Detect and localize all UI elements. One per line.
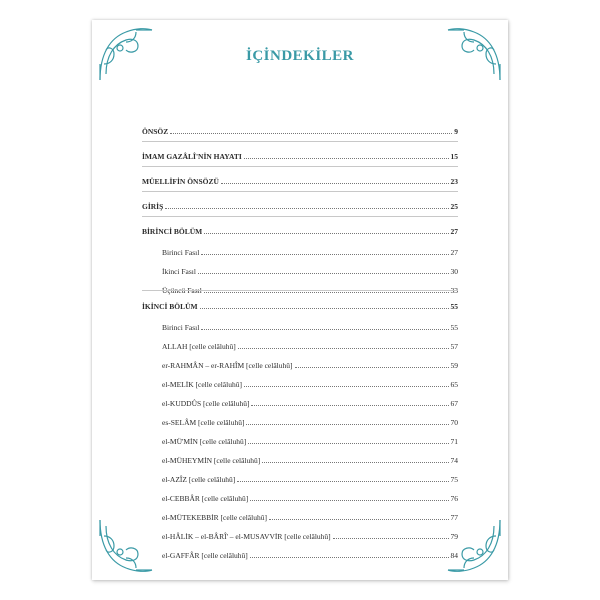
toc-entry-page-number: 27 (450, 248, 458, 257)
toc-entry-label: el-CEBBÂR [celle celâluhû] (162, 494, 249, 503)
dot-leader (246, 423, 448, 425)
toc-entry-page-number: 25 (450, 202, 458, 211)
toc-entry-page-number: 70 (450, 418, 458, 427)
dot-leader (248, 442, 448, 444)
dot-leader (204, 232, 448, 234)
toc-entry-label: Birinci Fasıl (162, 323, 200, 332)
toc-entry-label: İKİNCİ BÖLÜM (142, 302, 198, 311)
toc-entry[interactable] (142, 546, 458, 560)
dot-leader (295, 366, 449, 368)
toc-entry-page-number: 77 (450, 513, 458, 522)
toc-entry-label: el-MÜHEYMİN [celle celâluhû] (162, 456, 261, 465)
toc-entry[interactable] (142, 432, 458, 446)
toc-entry-label: el-MÜ'MİN [celle celâluhû] (162, 437, 247, 446)
section-divider (142, 290, 458, 291)
toc-entry-page-number: 59 (450, 361, 458, 370)
toc-entry-label: er-RAHMÂN – er-RAHÎM [celle celâluhû] (162, 361, 293, 370)
toc-entry-page-number: 23 (450, 177, 458, 186)
dot-leader (200, 307, 449, 309)
dot-leader (170, 132, 452, 134)
dot-leader (262, 461, 448, 463)
toc-entry-page-number: 76 (450, 494, 458, 503)
toc-entry[interactable] (142, 451, 458, 465)
dot-leader (333, 537, 449, 539)
toc-entry[interactable] (142, 356, 458, 370)
toc-entry-label: İkinci Fasıl (162, 267, 196, 276)
toc-entry[interactable] (142, 470, 458, 484)
toc-entry[interactable] (142, 222, 458, 236)
toc-entry[interactable] (142, 375, 458, 389)
dot-leader (204, 291, 449, 293)
toc-entry[interactable] (142, 318, 458, 332)
dot-leader (244, 157, 449, 159)
toc-entry-page-number: 9 (454, 127, 458, 136)
dot-leader (251, 404, 448, 406)
dot-leader (237, 480, 448, 482)
dot-leader (244, 385, 449, 387)
toc-entry-page-number: 74 (450, 456, 458, 465)
toc-entry[interactable] (142, 147, 458, 161)
toc-entry[interactable] (142, 489, 458, 503)
toc-entry[interactable] (142, 297, 458, 311)
toc-entry-page-number: 84 (450, 551, 458, 560)
toc-entry[interactable] (142, 413, 458, 427)
toc-entry-label: el-AZÎZ [celle celâluhû] (162, 475, 236, 484)
toc-entry[interactable] (142, 508, 458, 522)
toc-entry-page-number: 67 (450, 399, 458, 408)
dot-leader (221, 182, 449, 184)
toc-entry-page-number: 71 (450, 437, 458, 446)
toc-entry-label: el-HÂLİK – el-BÂRÎ' – el-MUSAVVİR [celle celâluhû] (162, 532, 331, 541)
toc-entry-label: ALLAH [celle celâluhû] (162, 342, 236, 351)
book-page (92, 20, 508, 580)
toc-entry-label: Üçüncü Fasıl (162, 286, 202, 295)
toc-entry-page-number: 79 (450, 532, 458, 541)
section-divider (142, 191, 458, 192)
toc-entry-label: el-KUDDÛS [celle celâluhû] (162, 399, 250, 408)
toc-entry-label: MÜELLİFİN ÖNSÖZÜ (142, 177, 219, 186)
toc-entry-label: Birinci Fasıl (162, 248, 200, 257)
toc-entry-page-number: 33 (450, 286, 458, 295)
toc-entry-label: el-MELİK [celle celâluhû] (162, 380, 242, 389)
toc-entry-page-number: 55 (450, 323, 458, 332)
toc-entry-page-number: 75 (450, 475, 458, 484)
toc-entry[interactable] (142, 262, 458, 276)
toc-entry[interactable] (142, 197, 458, 211)
toc-entry-label: BİRİNCİ BÖLÜM (142, 227, 203, 236)
dot-leader (238, 347, 449, 349)
dot-leader (198, 272, 449, 274)
section-divider (142, 216, 458, 217)
dot-leader (201, 253, 448, 255)
dot-leader (250, 499, 448, 501)
toc-entry[interactable] (142, 527, 458, 541)
toc-entry[interactable] (142, 122, 458, 136)
toc-entry-label: ÖNSÖZ (142, 127, 169, 136)
toc-entry-page-number: 30 (450, 267, 458, 276)
toc-entry-label: el-GAFFÂR [celle celâluhû] (162, 551, 248, 560)
dot-leader (269, 518, 449, 520)
toc-entry[interactable] (142, 243, 458, 257)
dot-leader (165, 207, 448, 209)
toc-entry[interactable] (142, 337, 458, 351)
toc-entry[interactable] (142, 394, 458, 408)
toc-entry-label: es-SELÂM [celle celâluhû] (162, 418, 245, 427)
toc-entry-page-number: 57 (450, 342, 458, 351)
toc-entry[interactable] (142, 172, 458, 186)
toc-entry-page-number: 55 (450, 302, 458, 311)
toc-entry-label: el-MÜTEKEBBİR [celle celâluhû] (162, 513, 267, 522)
page-title: İÇİNDEKİLER (245, 48, 355, 64)
toc-entry-page-number: 65 (450, 380, 458, 389)
dot-leader (250, 556, 449, 558)
dot-leader (201, 328, 448, 330)
section-divider (142, 166, 458, 167)
toc-entry[interactable] (142, 281, 458, 295)
toc-entry-label: İMAM GAZÂLÎ'NİN HAYATI (142, 152, 242, 161)
toc-entry-page-number: 27 (450, 227, 458, 236)
section-divider (142, 141, 458, 142)
toc-entry-page-number: 15 (450, 152, 458, 161)
toc-entry-label: GİRİŞ (142, 202, 164, 211)
